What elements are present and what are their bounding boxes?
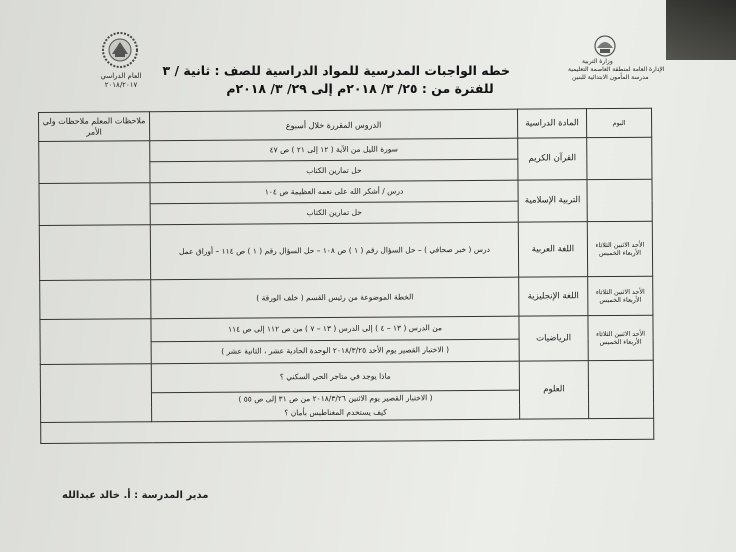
academic-year (100, 72, 142, 90)
subject-cell: الرياضيات (519, 316, 588, 361)
subject-cell: التربية الإسلامية (518, 180, 587, 222)
title-line-2: للفترة من : ٢٥/ ٣/ ٢٠١٨م إلى ٢٩/ ٣/ ٢٠١٨م (226, 81, 494, 96)
homework-table (38, 108, 654, 444)
day-cell (587, 137, 652, 179)
year-value: ٢٠١٨/٢٠١٧ (104, 81, 138, 89)
day-cell: الأحد الاثنين الثلاثاء الأربعاء الخميس (588, 276, 653, 315)
year-label: العام الدراسي (100, 72, 142, 80)
day-cell (587, 179, 652, 221)
day-cell: الأحد الاثنين الثلاثاء الأربعاء الخميس (587, 221, 652, 276)
header-notes: ملاحظات المعلم ملاحظات ولي الأمر (39, 112, 150, 142)
ministry-area: الإدارة العامة لمنطقة العاصمة التعليمية (568, 66, 665, 73)
lesson-cell: درس ( خبر صحافي ) – حل السؤال رقم ( ١ ) ص ١٠٨ – حل السؤال رقم ( ١ ) ص ١١٤ – أوراق عمل (150, 222, 518, 280)
table-row (40, 315, 653, 342)
school-emblem-icon (98, 30, 142, 70)
lesson-cell: حل تمارين الكتاب (150, 159, 518, 183)
lesson-cell: الخطة الموضوعة من رئيس القسم ( خلف الورقة ) (151, 277, 519, 319)
lesson-cell: كيف يستخدم المغناطيس بأمان ؟ (152, 405, 520, 422)
subject-cell: العلوم (519, 361, 588, 419)
day-cell: الأحد الاثنين الثلاثاء الأربعاء الخميس (588, 315, 653, 360)
empty-footer-cell (41, 418, 654, 443)
day-cell (588, 360, 653, 418)
table-row (39, 137, 652, 162)
page-title (162, 62, 510, 98)
notes-cell (39, 225, 150, 281)
notes-cell (39, 183, 150, 226)
background-corner (666, 0, 736, 60)
notes-cell (40, 364, 151, 423)
ministry-name: وزارة التربية (582, 58, 613, 65)
table-footer-row (41, 418, 654, 443)
subject-cell: اللغة العربية (518, 222, 587, 277)
table-header-row (39, 108, 652, 141)
header-lessons: الدروس المقررة خلال أسبوع (150, 109, 518, 141)
table-row (40, 276, 653, 319)
title-line-1: خطه الواجبات المدرسية للمواد الدراسية للصف : ثانية / ٣ (162, 63, 510, 78)
lesson-cell: ( الاختبار القصير يوم الاثنين ٢٠١٨/٣/٢٦ من ص ٣١ إلى ص ٥٥ ) (151, 390, 519, 407)
table-row (39, 179, 652, 204)
table-row (40, 360, 653, 393)
lesson-cell: درس / أشكر الله على نعمه العظيمة ص ١٠٤ (150, 180, 518, 204)
subject-cell: القرآن الكريم (518, 138, 587, 180)
lesson-cell: من الدرس ( ١٣ – ٤ ) إلى الدرس ( ١٣ – ٧ ) من ص ١١٢ إلى ص ١١٤ (151, 316, 519, 341)
school-name: مدرسة المأمون الابتدائية للبنين (572, 74, 649, 81)
lesson-cell: ( الاختبار القصير يوم الأحد ٢٠١٨/٣/٢٥ الوحدة الحادية عشر ، الثانية عشر ) (151, 339, 519, 364)
lesson-cell: حل تمارين الكتاب (150, 201, 518, 225)
notes-cell (39, 141, 150, 184)
principal-signature: مدير المدرسة : أ. خالد عبدالله (62, 490, 209, 501)
notes-cell (40, 319, 151, 365)
header-day: اليوم (586, 108, 651, 137)
header-subject: المادة الدراسية (517, 109, 586, 138)
subject-cell: اللغة الإنجليزية (519, 277, 588, 316)
notes-cell (40, 280, 151, 320)
table-row (39, 221, 652, 280)
lesson-cell: سورة الليل من الآية ( ١٢ إلى ٢١ ) ص ٤٧ (150, 138, 518, 162)
lesson-cell: ماذا يوجد في متاجر الحي السكني ؟ (151, 361, 519, 393)
